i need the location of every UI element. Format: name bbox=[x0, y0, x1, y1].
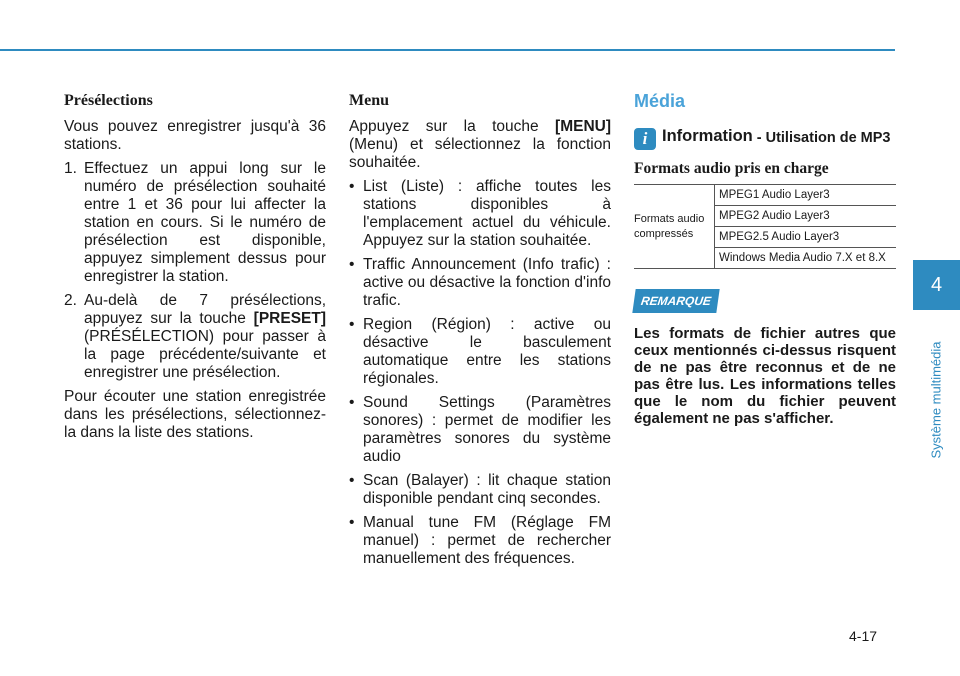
remark-text: Les formats de fichier autres que ceux mentionnés ci-dessus risquent de ne pas être reconnus et de ne pas être lus. Les informations telles que le nom du fichier peuvent également ne pas s'afficher. bbox=[634, 325, 896, 427]
preset-key: [PRESET] bbox=[253, 310, 326, 327]
bullet-icon: • bbox=[349, 394, 355, 411]
bullet-icon: • bbox=[349, 178, 355, 195]
presets-outro: Pour écouter une station enregistrée dans les présélections, sélectionnez-la dans la liste des stations. bbox=[64, 388, 326, 441]
table-cell: MPEG2 Audio Layer3 bbox=[715, 206, 897, 227]
list-item bbox=[349, 178, 611, 250]
item-text-post: (PRÉSÉLECTION) pour passer à la page précédente/suivante et enregistrer une présélection. bbox=[84, 328, 326, 381]
presets-heading: Présélections bbox=[64, 92, 153, 109]
info-icon: i bbox=[634, 128, 656, 150]
table-category: Formats audio compressés bbox=[634, 185, 715, 269]
menu-intro-pre: Appuyez sur la touche bbox=[349, 118, 556, 135]
menu-intro-post: (Menu) et sélectionnez la fonction souhaitée. bbox=[349, 136, 611, 171]
table-cell: MPEG1 Audio Layer3 bbox=[715, 185, 897, 206]
chapter-tab: 4 bbox=[913, 260, 960, 310]
table-row bbox=[634, 185, 896, 206]
item-text bbox=[84, 292, 326, 382]
column-presets bbox=[64, 92, 326, 448]
bullet-icon: • bbox=[349, 472, 355, 489]
page-number: 4-17 bbox=[849, 628, 878, 644]
remark-badge: REMARQUE bbox=[632, 289, 719, 313]
top-rule bbox=[0, 49, 895, 51]
item-text: Effectuez un appui long sur le numéro de présélection souhaité entre 1 et 36 pour lui affecter la station en cours. Si le numéro de présélection est disponible, appuyez simplement dessus pour enregistrer la station. bbox=[84, 160, 326, 285]
list-item bbox=[349, 316, 611, 388]
column-menu bbox=[349, 92, 611, 574]
list-item bbox=[349, 514, 611, 568]
column-media bbox=[634, 92, 896, 427]
info-label: Information bbox=[662, 127, 753, 145]
list-item bbox=[349, 256, 611, 310]
menu-intro bbox=[349, 118, 611, 172]
menu-heading: Menu bbox=[349, 92, 389, 109]
bullet-text: Sound Settings (Paramètres sonores) : permet de modifier les paramètres sonores du système audio bbox=[363, 394, 611, 465]
list-item bbox=[64, 160, 326, 286]
bullet-icon: • bbox=[349, 316, 355, 333]
menu-key: [MENU] bbox=[555, 118, 611, 135]
list-item bbox=[349, 394, 611, 466]
item-number: 1. bbox=[64, 160, 77, 177]
bullet-text: Region (Région) : active ou désactive le basculement automatique entre les stations régionales. bbox=[363, 316, 611, 387]
list-item bbox=[349, 472, 611, 508]
info-header bbox=[634, 126, 896, 150]
list-item bbox=[64, 292, 326, 382]
item-number: 2. bbox=[64, 292, 77, 309]
formats-table bbox=[634, 184, 896, 269]
bullet-text: Scan (Balayer) : lit chaque station disponible pendant cinq secondes. bbox=[363, 472, 611, 507]
table-cell: Windows Media Audio 7.X et 8.X bbox=[715, 248, 897, 269]
media-heading: Média bbox=[634, 91, 686, 111]
info-subtitle: - Utilisation de MP3 bbox=[756, 130, 891, 146]
formats-title: Formats audio pris en charge bbox=[634, 160, 829, 177]
item-text-pre: Au-delà de 7 présélections, appuyez sur la touche bbox=[84, 292, 326, 327]
bullet-text: List (Liste) : affiche toutes les stations disponibles à l'emplacement actuel du véhicule. Appuyez sur la station souhaitée. bbox=[363, 178, 611, 249]
bullet-text: Traffic Announcement (Info trafic) : active ou désactive la fonction d'info trafic. bbox=[363, 256, 611, 309]
presets-intro: Vous pouvez enregistrer jusqu'à 36 stations. bbox=[64, 118, 326, 153]
bullet-icon: • bbox=[349, 514, 355, 531]
bullet-icon: • bbox=[349, 256, 355, 273]
chapter-title: Système multimédia bbox=[928, 341, 944, 459]
table-cell: MPEG2.5 Audio Layer3 bbox=[715, 227, 897, 248]
bullet-text: Manual tune FM (Réglage FM manuel) : permet de rechercher manuellement des fréquences. bbox=[363, 514, 611, 567]
